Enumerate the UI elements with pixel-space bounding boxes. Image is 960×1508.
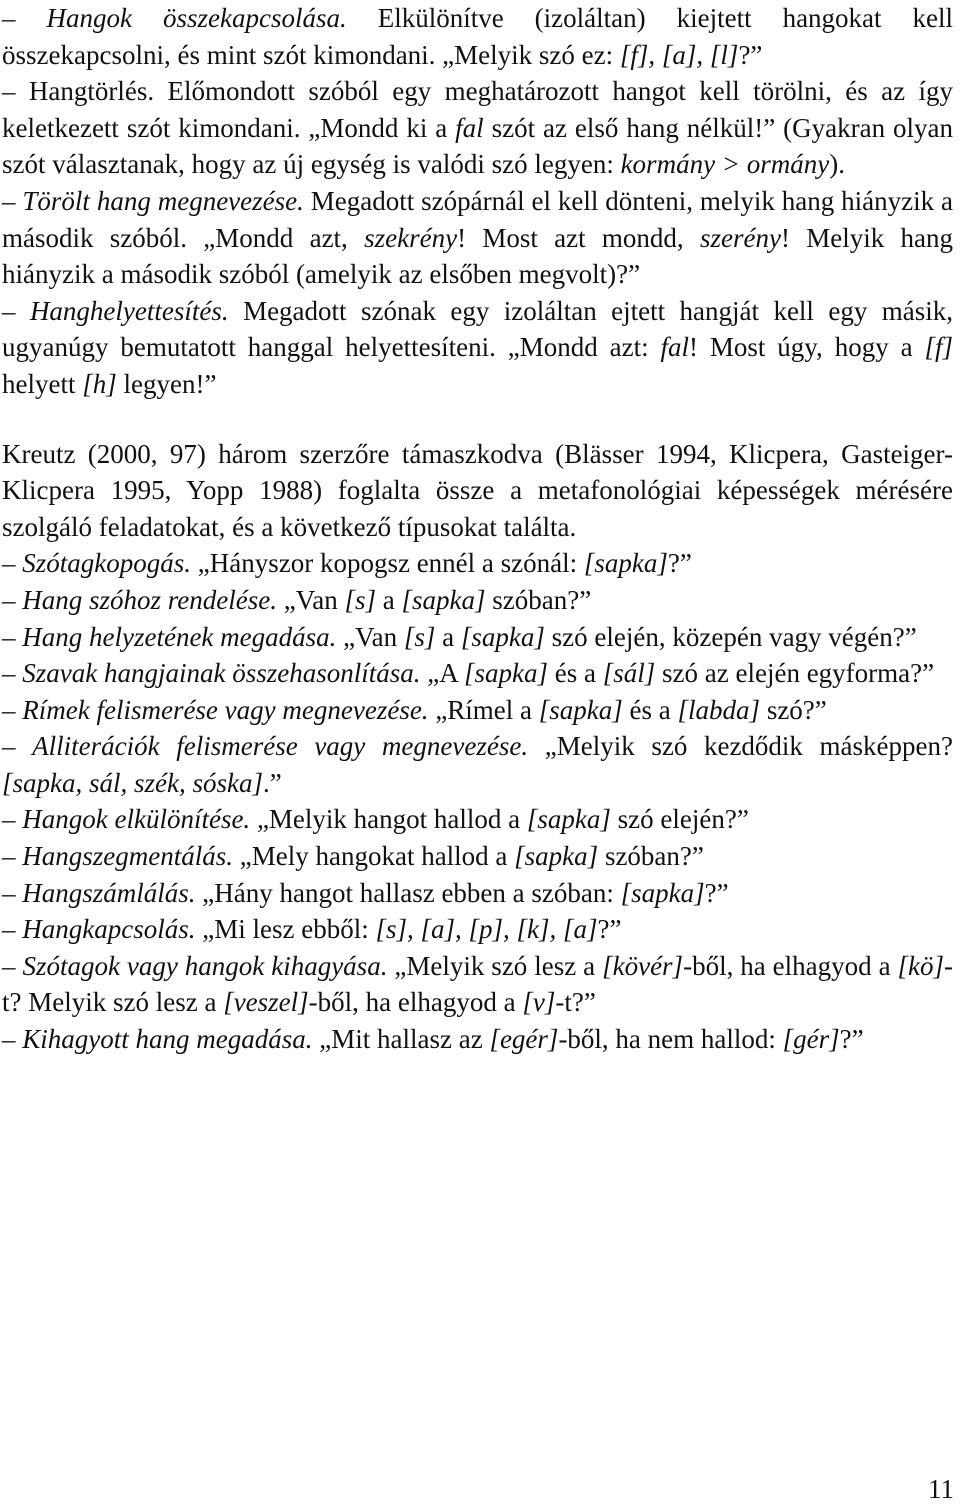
italic-text: fal [660,332,689,363]
italic-text: Hangkapcsolás. [22,914,196,945]
italic-text: [kö] [897,950,945,981]
text-run: „Mit hallasz az [312,1024,490,1055]
task-item [2,183,953,293]
italic-text: fal [455,112,484,143]
italic-text: Hangok összekapcsolása. [46,3,347,33]
task-item [2,911,953,948]
text-run: ! Most azt mondd, [457,222,700,253]
italic-text: [gér] [782,1024,840,1055]
bottom-task-list [2,545,953,1057]
italic-text: [kövér] [602,950,684,981]
text-run: és a [548,658,603,689]
text-run: „Hányszor kopogsz ennél a szónál: [191,548,584,579]
italic-text: Hangok elkülönítése. [22,804,251,835]
text-run: – [2,621,23,652]
italic-text: [s], [a], [p], [k], [a] [375,914,598,945]
text-run: – [2,185,23,216]
italic-text: [f] [924,332,954,363]
text-run: ! Most úgy, hogy a [689,332,925,363]
italic-text: kormány > ormány [620,149,830,180]
text-run: – [2,3,47,33]
text-run: – Hangtörlés. Előmondott szóból egy meghatározott hangot kell törölni, és az így keletkezett szót kimondani. „Mondd ki a [2,76,953,143]
text-run: „Melyik hangot hallod a [250,804,527,835]
italic-text: szekrény [364,222,458,253]
italic-text: [sapka] [526,804,611,835]
task-item [2,619,953,656]
text-run: – [2,914,23,945]
italic-text: Szavak hangjainak összehasonlítása. [22,658,421,689]
text-run: szóban?” [598,841,704,872]
italic-text: [sapka] [514,841,599,872]
italic-text: [s] [403,621,436,652]
text-run: -ből, ha elhagyod a [308,987,523,1018]
text-run: – [2,584,23,615]
text-run: „Rímel a [428,694,539,725]
text-run: – [2,731,33,762]
task-item [2,692,953,729]
text-run: Kreutz (2000, 97) három szerzőre támaszkodva (Blässer 1994, Klicpera, Gasteiger-Klicpera 1995, Yopp 1988) foglalta össze a metafonológiai képességek mérésére szolgáló feladatokat, és a következő típusokat találta. [2,438,953,542]
text-run: helyett [2,368,83,399]
body-paragraph [2,436,953,546]
italic-text: [egér] [489,1024,559,1055]
page-number: 11 [928,1474,954,1504]
text-run: szó?” [760,694,827,725]
italic-text: Alliterációk felismerése vagy megnevezése. [32,731,529,762]
italic-text: Kihagyott hang megadása. [22,1024,313,1055]
italic-text: [sál] [602,658,656,689]
italic-text: Rímek felismerése vagy megnevezése. [22,694,429,725]
text-run: szó az elején egyforma?” [655,658,935,689]
text-run: ?” [839,1024,864,1055]
text-run: ). [829,149,846,180]
italic-text: [s] [344,584,376,615]
text-run: -ből, ha elhagyod a [683,950,898,981]
task-item [2,801,953,838]
top-task-list [2,0,953,403]
italic-text: Hang helyzetének megadása. [22,621,337,652]
text-run: – [2,804,23,835]
text-run: ?” [738,39,763,70]
italic-text: [veszel] [223,987,309,1018]
text-run: – [2,295,30,326]
task-item [2,1021,953,1058]
section-gap [2,403,953,436]
italic-text: Szótagok vagy hangok kihagyása. [22,950,388,981]
text-run: „Mi lesz ebből: [195,914,376,945]
text-run: ?” [667,548,692,579]
task-item [2,73,953,183]
italic-text: Hangszámlálás. [22,877,196,908]
text-run: – [2,658,23,689]
text-run: ?” [597,914,622,945]
text-run: és a [622,694,678,725]
text-run: – [2,548,23,579]
italic-text: Törölt hang megnevezése. [22,185,304,216]
task-item [2,728,953,801]
text-run: – [2,841,23,872]
task-item [2,545,953,582]
text-run: „Van [336,621,404,652]
text-run: szó elején?” [610,804,749,835]
italic-text: [v] [522,987,556,1018]
task-item [2,655,953,692]
text-run: -t?” [555,987,596,1018]
text-run: Megadott szónak egy izoláltan ejtett hangját kell egy másik, ugyanúgy bemutatott hanggal helyettesíteni. „Mondd azt: [2,295,954,363]
italic-text: Hanghelyettesítés. [29,295,229,326]
task-item [2,838,953,875]
italic-text: szerény [699,222,781,253]
italic-text: [sapka] [401,584,486,615]
page-body [2,0,953,1058]
text-run: a [376,584,402,615]
text-run: „A [420,658,464,689]
text-run: ! Melyik hang hiányzik a második szóból (amelyik az elsőben megvolt)?” [2,222,953,290]
italic-text: [sapka] [538,694,623,725]
italic-text: [sapka, sál, szék, sóska] [2,767,263,798]
italic-text: [sapka] [620,877,705,908]
italic-text: Hang szóhoz rendelése. [22,584,277,615]
text-run: Megadott szópárnál el kell dönteni, melyik hang hiányzik a második szóból. „Mondd azt, [2,185,953,253]
text-run: szót az első hang nélkül!” (Gyakran olyan szót választanak, hogy az új egység is valódi szó legyen: [2,112,953,180]
italic-text: Hangszegmentálás. [22,841,233,872]
text-run: -t? Melyik szó lesz a [2,950,954,1018]
text-run: Elkülönítve (izoláltan) kiejtett hangokat kell összekapcsolni, és mint szót kimondani. „Melyik szó ez: [2,3,954,70]
text-run: szóban?” [485,584,592,615]
text-run: „Melyik szó kezdődik másképpen? [528,731,953,762]
italic-text: [labda] [677,694,761,725]
text-run: „Mely hangokat hallod a [233,841,515,872]
text-run: – [2,1024,23,1055]
italic-text: [h] [82,368,117,399]
text-run: – [2,950,23,981]
text-run: -ből, ha nem hallod: [558,1024,783,1055]
task-item [2,582,953,619]
task-item [2,948,953,1021]
text-run: ?” [704,877,729,908]
task-item [2,875,953,912]
text-run: „Melyik szó lesz a [387,950,603,981]
text-run: legyen!” [116,368,217,399]
text-run: .” [263,767,282,798]
italic-text: [sapka] [583,548,668,579]
task-item [2,0,953,73]
text-run: – [2,877,23,908]
text-run: a [435,621,461,652]
text-run: – [2,694,23,725]
intro-paragraph [2,436,953,546]
text-run: „Van [276,584,345,615]
task-item [2,293,953,403]
italic-text: [f], [a], [l] [619,39,739,70]
italic-text: [sapka] [460,621,545,652]
text-run: szó elején, közepén vagy végén?” [544,621,917,652]
italic-text: [sapka] [464,658,549,689]
text-run: „Hány hangot hallasz ebben a szóban: [195,877,621,908]
italic-text: Szótagkopogás. [22,548,191,579]
